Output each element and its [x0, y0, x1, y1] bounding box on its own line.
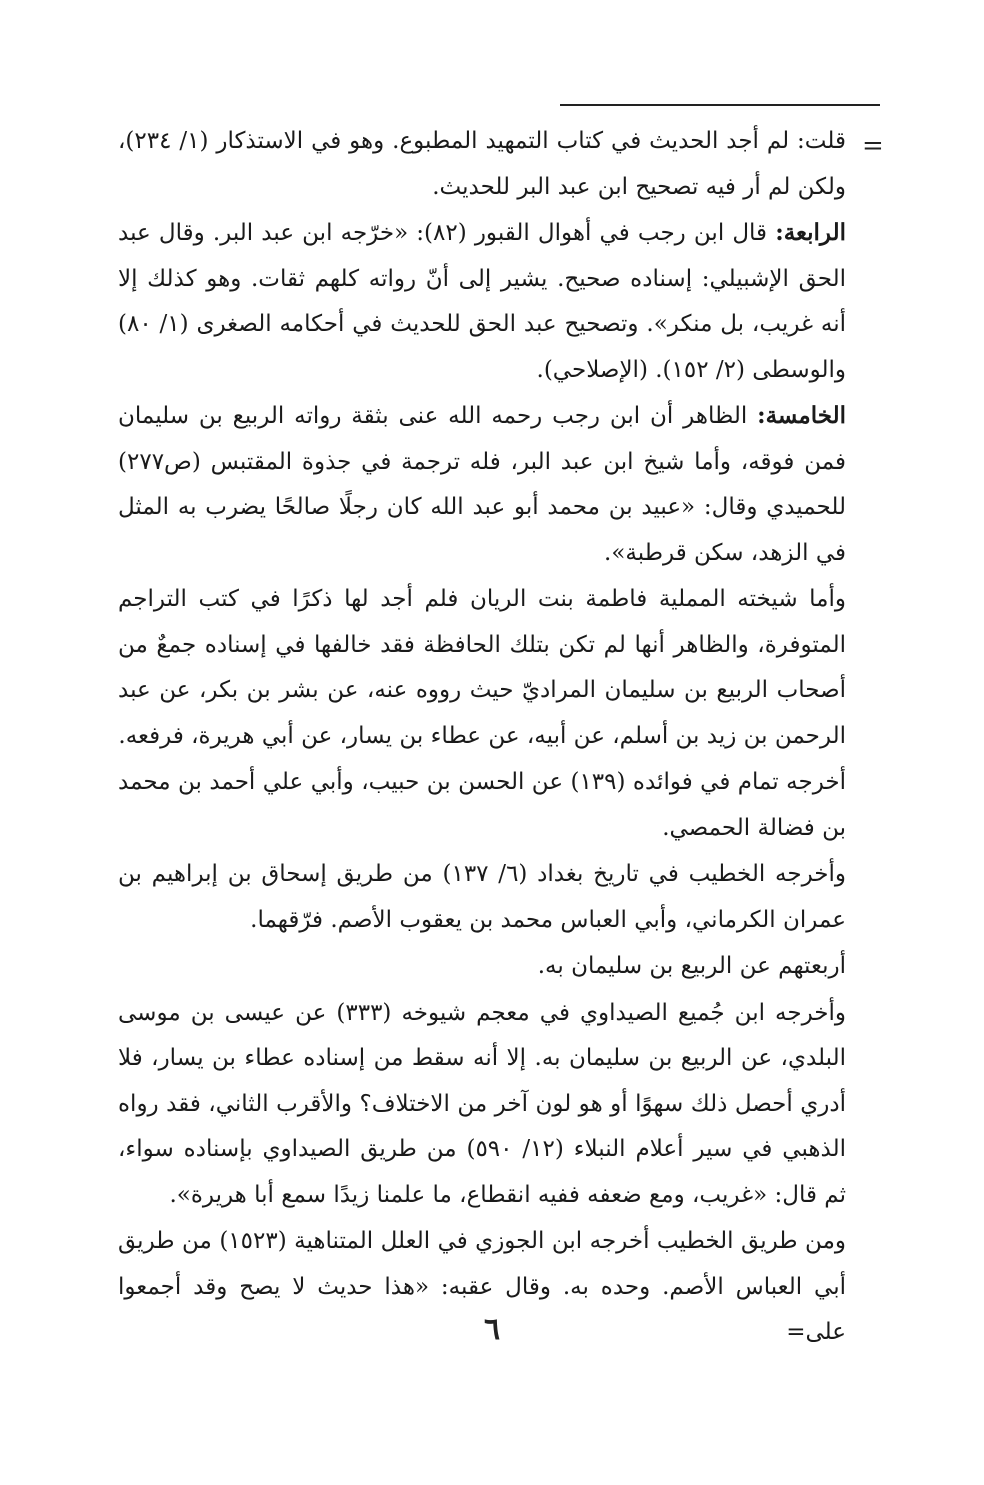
footnote-separator-rule [560, 104, 880, 106]
paragraph-3 [118, 393, 846, 576]
paragraph-text: وأخرجه الخطيب في تاريخ بغداد (٦/ ١٣٧) من طريق إسحاق بن إبراهيم بن عمران الكرماني، وأبي العباس محمد بن يعقوب الأصم. فرّقهما. [118, 861, 846, 933]
paragraph-1 [118, 118, 846, 210]
paragraph-text: ومن طريق الخطيب أخرجه ابن الجوزي في العلل المتناهية (١٥٢٣) من طريق أبي العباس الأصم. وحده به. وقال عقبه: «هذا حديث لا يصح وقد أجمعوا على= [118, 1228, 846, 1345]
paragraph-text: قال ابن رجب في أهوال القبور (٨٢): «خرّجه ابن عبد البر. وقال عبد الحق الإشبيلي: إسناده صحيح. يشير إلى أنّ رواته كلهم ثقات. وهو كذلك إلا أنه غريب، بل منكر». وتصحيح عبد الحق للحديث في أحكامه الصغرى (١/ ٨٠) والوسطى (٢/ ١٥٢). (الإصلاحي). [118, 220, 846, 383]
page-number: ٦ [483, 1312, 501, 1347]
paragraph-7 [118, 943, 846, 990]
paragraph-lead: الرابعة: [775, 219, 846, 246]
paragraph-8 [118, 990, 846, 1219]
paragraph-text: وأخرجه ابن جُميع الصيداوي في معجم شيوخه (٣٣٣) عن عيسى بن موسى البلدي، عن الربيع بن سليمان به. إلا أنه سقط من إسناده عطاء بن يسار، فلا أدري أحصل ذلك سهوًا أو هو لون آخر من الاختلاف؟ والأقرب الثاني، فقد رواه الذهبي في سير أعلام النبلاء (١٢/ ٥٩٠) من طريق الصيداوي بإسناده سواء، ثم قال: «غريب، ومع ضعفه ففيه انقطاع، ما علمنا زيدًا سمع أبا هريرة». [118, 999, 847, 1208]
paragraph-text: قلت: لم أجد الحديث في كتاب التمهيد المطبوع. وهو في الاستذكار (١/ ٢٣٤)، ولكن لم أر فيه تصحيح ابن عبد البر للحديث. [118, 128, 846, 200]
paragraph-lead: الخامسة: [757, 402, 846, 429]
paragraph-5 [118, 759, 846, 851]
paragraph-4 [118, 576, 846, 759]
paragraph-text: أربعتهم عن الربيع بن سليمان به. [537, 953, 846, 979]
footnote-continuation-mark: = [862, 131, 884, 161]
paragraph-6 [118, 851, 846, 943]
paragraph-text: أخرجه تمام في فوائده (١٣٩) عن الحسن بن حبيب، وأبي علي أحمد بن محمد بن فضالة الحمصي. [118, 769, 846, 841]
paragraph-2 [118, 210, 846, 393]
footnote-body [118, 118, 846, 1356]
paragraph-text: وأما شيخته المملية فاطمة بنت الريان فلم أجد لها ذكرًا في كتب التراجم المتوفرة، والظاهر أنها لم تكن بتلك الحافظة فقد خالفها في إسناده جمعٌ من أصحاب الربيع بن سليمان المراديّ حيث رووه عنه، عن بشر بن بكر، عن عبد الرحمن بن زيد بن أسلم، عن أبيه، عن عطاء بن يسار، عن أبي هريرة، فرفعه. [118, 586, 846, 749]
paragraph-text: الظاهر أن ابن رجب رحمه الله عنى بثقة رواته الربيع بن سليمان فمن فوقه، وأما شيخ ابن عبد البر، فله ترجمة في جذوة المقتبس (ص٢٧٧) للحميدي وقال: «عبيد بن محمد أبو عبد الله كان رجلًا صالحًا يضرب به المثل في الزهد، سكن قرطبة». [118, 403, 846, 566]
